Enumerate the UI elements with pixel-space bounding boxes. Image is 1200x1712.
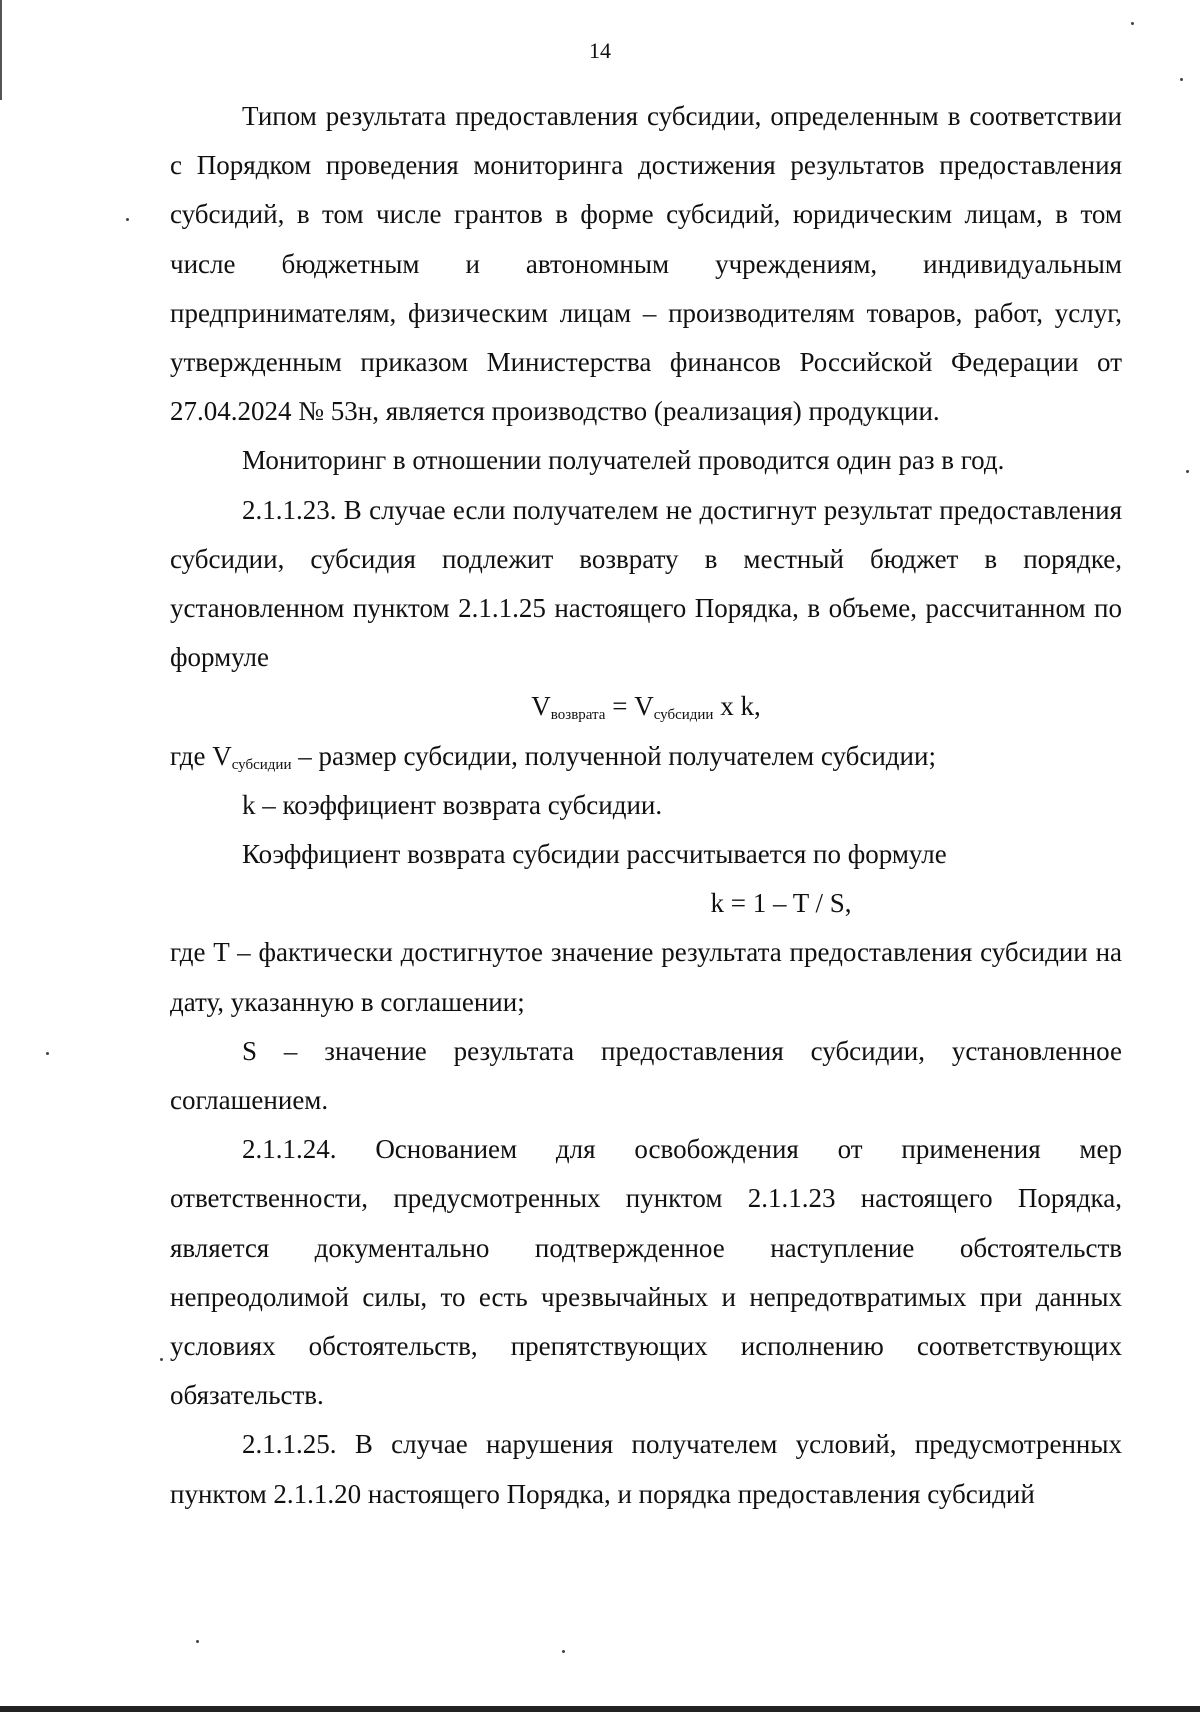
paragraph-k-definition: k – коэффициент возврата субсидии. bbox=[242, 789, 663, 820]
paragraph-2-1-1-24: 2.1.1.24. Основанием для освобождения от применения мер ответственности, предусмотренных пунктом 2.1.1.23 настоящего Порядка, является документально подтвержденное наступление обстоятельств непреодолимой силы, то есть чрезвычайных и непредотвратимых при данных условиях обстоятельств, препятствующих исполнению соответствующих обязательств. bbox=[170, 1134, 1122, 1411]
scan-speck bbox=[46, 1052, 49, 1055]
formula-times-k: x k, bbox=[713, 691, 761, 722]
paragraph-s-definition: S – значение результата предоставления субсидии, установленное соглашением. bbox=[170, 1035, 1122, 1116]
formula-v-return-subscript: возврата bbox=[550, 707, 606, 724]
scan-speck bbox=[1131, 22, 1134, 25]
scan-speck bbox=[1180, 78, 1183, 81]
formula-return-volume bbox=[170, 682, 1122, 731]
definition-subscript: субсидии bbox=[231, 756, 292, 773]
scan-speck bbox=[196, 1640, 199, 1643]
paragraph-result-type: Типом результата предоставления субсидии, определенным в соответствии с Порядком проведения мониторинга достижения результатов предоставления субсидий, в том числе грантов в форме субсидий, юридическим лицам, в том числе бюджетным и автономным учреждениям, индивидуальным предпринимателям, физическим лицам – производителям товаров, работ, услуг, утвержденным приказом Министерства финансов Российской Федерации от 27.04.2024 № 53н, является производство (реализация) продукции. bbox=[170, 101, 1122, 427]
scan-speck bbox=[160, 1358, 163, 1361]
scan-speck bbox=[126, 218, 129, 221]
paragraph-k-formula-intro: Коэффициент возврата субсидии рассчитывается по формуле bbox=[242, 839, 947, 870]
paragraph-2-1-1-25: 2.1.1.25. В случае нарушения получателем условий, предусмотренных пунктом 2.1.1.20 настоящего Порядка, и порядка предоставления субсидий bbox=[170, 1429, 1122, 1509]
formula-v-subsidy-subscript: субсидии bbox=[653, 707, 714, 724]
document-body bbox=[170, 92, 1122, 1519]
scan-bottom-edge bbox=[0, 1706, 1200, 1712]
paragraph-monitoring: Мониторинг в отношении получателей проводится один раз в год. bbox=[242, 445, 1005, 476]
definition-prefix: где V bbox=[170, 740, 232, 771]
paragraph-t-definition: где T – фактически достигнутое значение результата предоставления субсидии на дату, указанную в соглашении; bbox=[170, 937, 1122, 1017]
paragraph-v-subsidy-definition bbox=[170, 732, 1122, 781]
formula-v-return: V bbox=[531, 691, 551, 722]
paragraph-2-1-1-23: 2.1.1.23. В случае если получателем не достигнут результат предоставления субсидии, субсидия подлежит возврату в местный бюджет в порядке, установленном пунктом 2.1.1.25 настоящего Порядка, в объеме, рассчитанном по формуле bbox=[170, 494, 1122, 673]
scan-speck bbox=[1186, 470, 1189, 473]
definition-rest: – размер субсидии, полученной получателем субсидии; bbox=[291, 740, 936, 771]
formula-coefficient: k = 1 – T / S, bbox=[710, 888, 852, 919]
page-number: 14 bbox=[589, 38, 611, 63]
scan-speck bbox=[562, 1650, 565, 1653]
formula-equals: = bbox=[605, 691, 635, 722]
formula-v-subsidy: V bbox=[634, 691, 654, 722]
